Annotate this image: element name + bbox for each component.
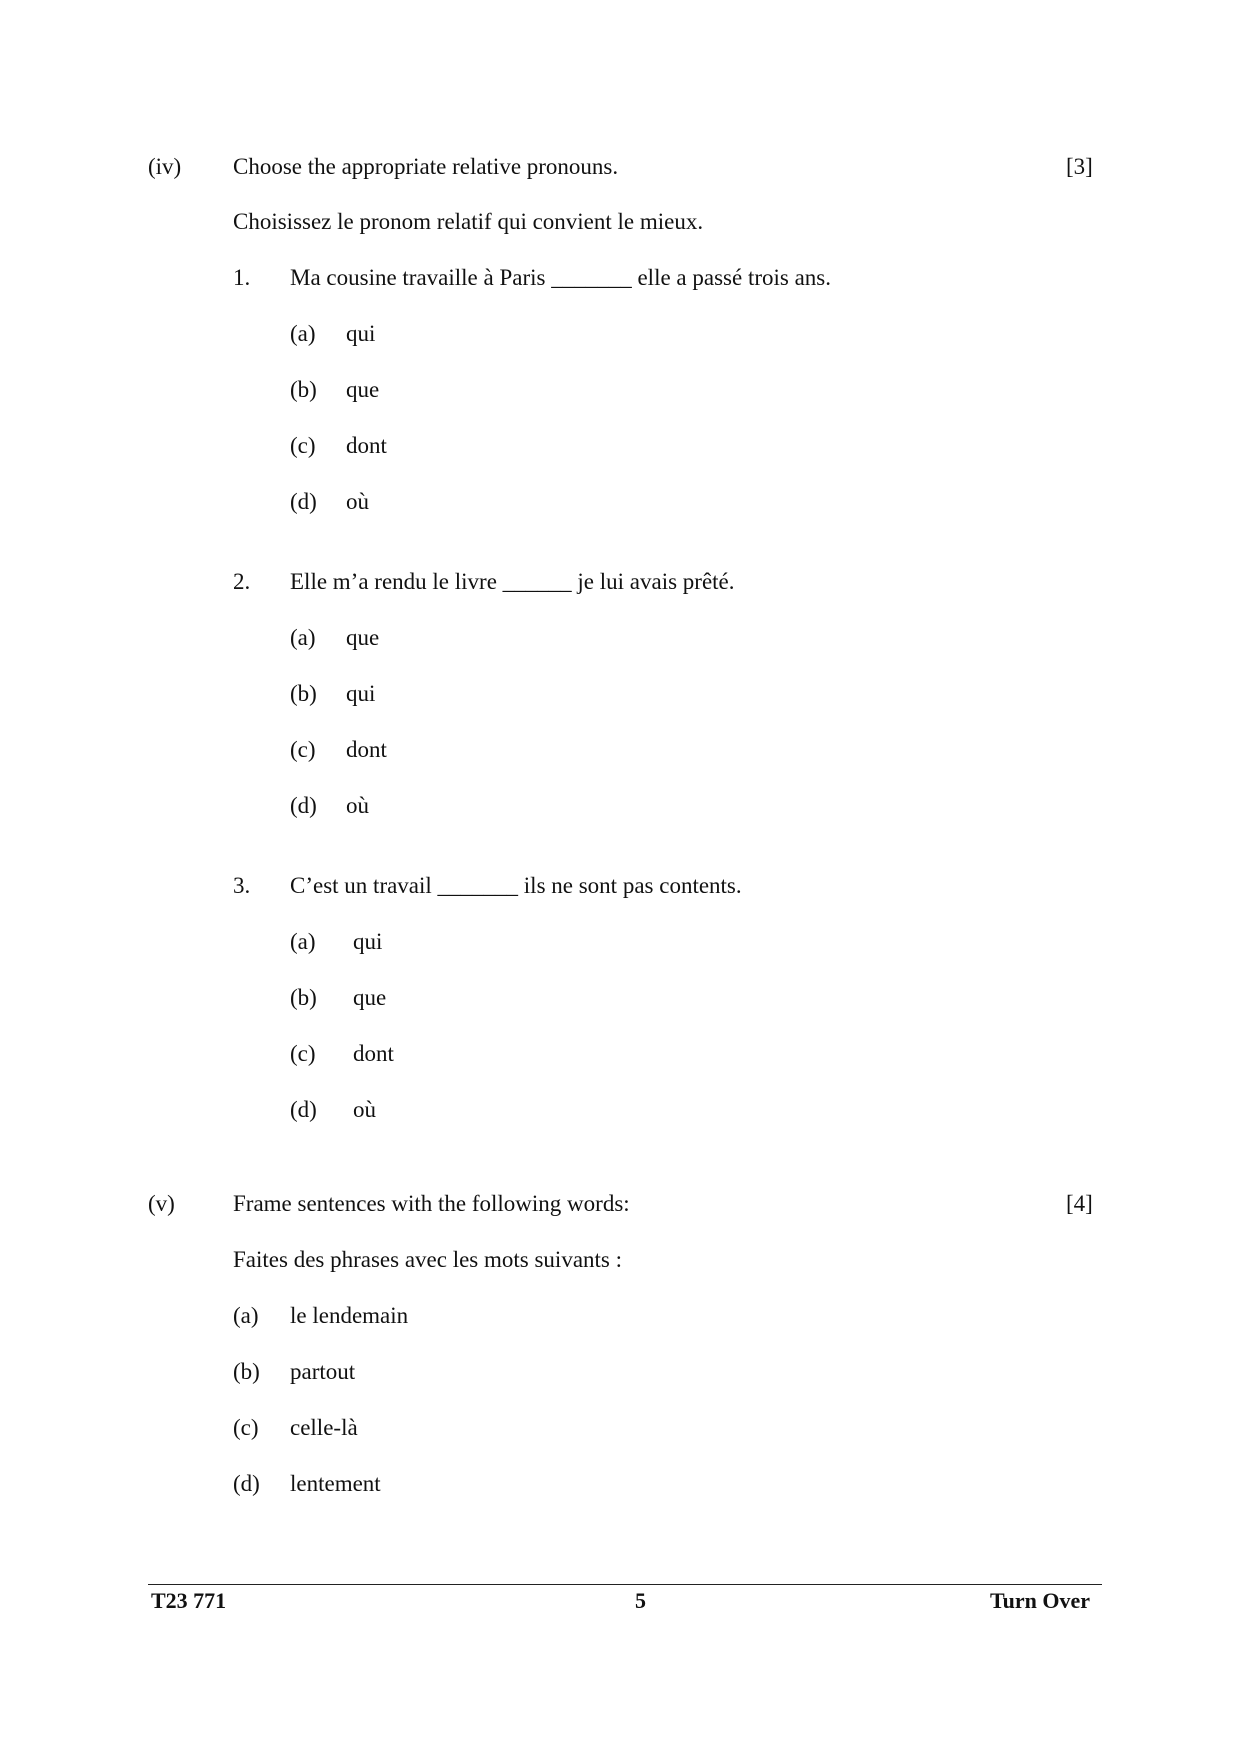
question-v-instruction-en: Frame sentences with the following words:: [233, 1191, 630, 1216]
option-label: (b): [290, 377, 317, 402]
option-label: (c): [290, 737, 316, 762]
page-number: 5: [635, 1588, 646, 1613]
question-iv-instruction-en: Choose the appropriate relative pronouns.: [233, 154, 619, 179]
option-text: où: [346, 793, 369, 818]
option-text: que: [346, 625, 380, 650]
option-text: dont: [346, 433, 387, 458]
option-text: que: [346, 377, 380, 402]
option-text: partout: [290, 1359, 356, 1384]
option-text: le lendemain: [290, 1303, 409, 1328]
option-label: (d): [290, 489, 317, 514]
option-text: qui: [346, 681, 376, 706]
option-label: (a): [290, 321, 316, 346]
option-label: (b): [290, 985, 317, 1010]
footer-code: T23 771: [151, 1588, 227, 1613]
turn-over-label: Turn Over: [990, 1588, 1091, 1613]
option-label: (a): [290, 625, 316, 650]
item-sentence: Ma cousine travaille à Paris _______ elle a passé trois ans.: [290, 265, 831, 290]
option-label: (b): [233, 1359, 260, 1384]
question-number-iv: (iv): [148, 154, 182, 179]
item-number: 1.: [233, 265, 251, 290]
option-label: (d): [290, 1097, 317, 1122]
item-number: 3.: [233, 873, 251, 898]
option-label: (d): [290, 793, 317, 818]
option-label: (c): [290, 433, 316, 458]
option-label: (d): [233, 1471, 260, 1496]
option-label: (c): [233, 1415, 259, 1440]
question-number-v: (v): [148, 1191, 175, 1216]
item-number: 2.: [233, 569, 251, 594]
footer-divider: [148, 1584, 1102, 1585]
option-text: dont: [346, 737, 387, 762]
option-label: (a): [233, 1303, 259, 1328]
question-v-marks: [4]: [1066, 1191, 1093, 1216]
option-label: (b): [290, 681, 317, 706]
option-text: qui: [346, 321, 376, 346]
option-text: celle-là: [290, 1415, 358, 1440]
option-text: où: [353, 1097, 376, 1122]
option-text: lentement: [290, 1471, 381, 1496]
question-iv-marks: [3]: [1066, 154, 1093, 179]
option-text: que: [353, 985, 387, 1010]
question-iv-instruction-fr: Choisissez le pronom relatif qui convient le mieux.: [233, 209, 704, 234]
item-sentence: Elle m’a rendu le livre ______ je lui avais prêté.: [290, 569, 735, 594]
option-label: (a): [290, 929, 316, 954]
item-sentence: C’est un travail _______ ils ne sont pas contents.: [290, 873, 742, 898]
question-v-instruction-fr: Faites des phrases avec les mots suivants :: [233, 1247, 623, 1272]
option-label: (c): [290, 1041, 316, 1066]
option-text: dont: [353, 1041, 394, 1066]
option-text: qui: [353, 929, 383, 954]
option-text: où: [346, 489, 369, 514]
